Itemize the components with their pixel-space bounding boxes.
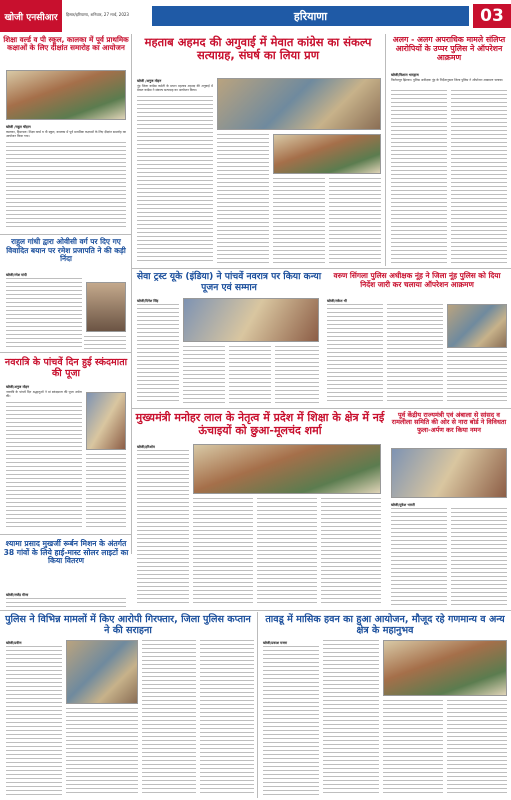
section-title: हरियाणा bbox=[152, 6, 469, 26]
article-body-text bbox=[6, 646, 62, 796]
article-body-text bbox=[137, 450, 189, 606]
photo-education-minister-event bbox=[193, 444, 381, 494]
photo-kanya-pujan bbox=[183, 298, 319, 342]
row-rule bbox=[0, 610, 511, 611]
article-body-text bbox=[6, 402, 82, 530]
article-body-text bbox=[451, 508, 507, 606]
photo-portrait bbox=[86, 282, 126, 332]
article-body-text bbox=[6, 142, 126, 230]
article-lead: फिरोजपुर झिरका। पुलिस अधीक्षक नूंह के निर्देशानुसार जिला पुलिस ने ऑपरेशन आक्रमण चलाया। bbox=[391, 78, 504, 82]
column-rule bbox=[385, 34, 386, 266]
photo-congress-meeting bbox=[273, 134, 381, 174]
article-body-text bbox=[447, 352, 507, 404]
article-body-text bbox=[383, 700, 443, 796]
photo-school-event bbox=[6, 70, 126, 120]
article-lead: कालका, हिमाचल। शिक्षा वर्ल्ड व पी स्कूल, कालका में पूर्व प्राथमिक कक्षाओं के लिए दीक्षांत समारोह का आयोजन किया गया। bbox=[6, 130, 126, 139]
article-body-text bbox=[6, 598, 126, 608]
date-line: हिसार/हरियाणा, शनिवार, 27 मार्च, 2023 bbox=[66, 12, 129, 17]
column-rule bbox=[257, 612, 258, 798]
column-rule bbox=[131, 34, 132, 554]
headline-rurban-mission-solar-lights: श्यामा प्रसाद मुखर्जी रूर्बन मिशन के अंतर्गत 38 गांवों के लिये हाई-मास्ट सोलर लाइटों का किया वितरण bbox=[3, 539, 129, 566]
byline: खोजी/रमेश मांदी bbox=[6, 273, 27, 277]
photo-havan-ceremony bbox=[383, 640, 507, 696]
article-body-text bbox=[391, 90, 447, 264]
photo-police-officers bbox=[447, 304, 507, 348]
byline: खोजी/राकेश भी bbox=[327, 299, 347, 303]
article-body-text bbox=[183, 346, 225, 404]
article-body-text bbox=[387, 304, 443, 404]
article-body-text bbox=[200, 640, 254, 796]
photo-arrested-accused bbox=[66, 640, 138, 704]
article-body-text bbox=[329, 178, 381, 264]
article-body-text bbox=[86, 454, 126, 530]
article-body-text bbox=[447, 700, 507, 796]
byline: खोजी/प्रकाश मजरा bbox=[263, 641, 287, 645]
article-body-text bbox=[257, 498, 317, 606]
headline-education-mool-chand-sharma: मुख्यमंत्री मनोहर लाल के नेतृत्व में प्रदेश में शिक्षा के क्षेत्र में नई ऊंचाइयों को छुआ-मूलचंद शर्मा bbox=[135, 411, 385, 437]
headline-seva-trust-kanya-pujan: सेवा ट्रस्ट यूके (इंडिया) ने पांचवें नवरात्र पर किया कन्या पूजन एवं सम्मान bbox=[136, 271, 322, 293]
article-body-text bbox=[142, 640, 196, 796]
headline-school-convocation: शिक्षा वर्ल्ड व पी स्कूल, कालका में पूर्व प्राथमिक कक्षाओं के लिए दीक्षांत समारोह का आयोजन bbox=[3, 35, 129, 53]
article-lead: नवरात्रि के पांचवें दिन श्रद्धालुओं ने मां स्कंदमाता की पूजा अर्चना की। bbox=[6, 390, 82, 399]
headline-rahul-gandhi-remark: राहुल गांधी द्वारा ओवीसी वर्ग पर दिए गए विवादित बयान पर रमेश प्रजापति ने की कड़ी निंदा bbox=[6, 237, 126, 264]
headline-tauru-havan: तावडू में मासिक हवन का हुआ आयोजन, मौजूद रहे गणमान्य व अन्य क्षेत्र के महानुभव bbox=[265, 614, 505, 637]
headline-navratri-skandmata: नवरात्रि के पांचवें दिन हुई स्कंदमाता की पूजा bbox=[4, 357, 128, 379]
byline: खोजी/प्रवीण bbox=[6, 641, 22, 645]
page-number: 03 bbox=[473, 4, 511, 28]
article-body-text bbox=[275, 346, 319, 404]
byline: खोजी/विशाल भारद्वाज bbox=[391, 73, 419, 77]
row-rule bbox=[131, 268, 511, 269]
article-body-text bbox=[66, 708, 138, 796]
row-rule bbox=[0, 534, 131, 535]
row-rule bbox=[0, 234, 131, 235]
article-body-text bbox=[193, 498, 253, 606]
photo-tribute-ceremony bbox=[391, 448, 507, 498]
byline: खोजी /राहुल चौहान bbox=[6, 125, 31, 129]
article-body-text bbox=[263, 646, 319, 796]
article-body-text bbox=[451, 90, 507, 264]
article-body-text bbox=[327, 304, 383, 404]
article-body-text bbox=[137, 304, 179, 404]
byline: खोजी/राजेंद्र मीणा bbox=[6, 593, 29, 597]
article-body-text bbox=[6, 278, 82, 350]
photo-goddess-idol bbox=[86, 392, 126, 450]
row-rule bbox=[131, 408, 511, 409]
paper-logo: खोजी एनसीआर bbox=[0, 0, 62, 32]
article-body-text bbox=[217, 134, 269, 264]
byline: खोजी/मुकेश भारती bbox=[391, 503, 415, 507]
headline-operation-aakraman: अलग - अलग अपराधिक मामले संलिप्त आरोपियों के उप्पर पुलिस ने ऑपरेशन आक्रमण bbox=[392, 35, 506, 62]
article-body-text bbox=[137, 96, 213, 264]
photo-congress-rally bbox=[217, 78, 381, 130]
headline-mewat-congress-satyagraha: महताब अहमद की अगुवाई में मेवात कांग्रेस का संकल्प सत्याग्रह, संघर्ष का लिया प्रण bbox=[144, 35, 372, 63]
masthead bbox=[0, 0, 511, 32]
article-body-text bbox=[391, 508, 447, 606]
byline: खोजी /अनुज मोहन bbox=[137, 79, 162, 83]
article-body-text bbox=[229, 346, 271, 404]
article-body-text bbox=[84, 336, 126, 350]
article-body-text bbox=[323, 640, 379, 796]
byline: खोजी/हरिओम bbox=[137, 445, 155, 449]
headline-varun-singla-sp: वरुण सिंगला पुलिस अधीक्षक नूंह ने जिला नूंह पुलिस को दिया निर्देश जारी कर चलाया ऑपरेशन आक्रमण bbox=[333, 271, 501, 289]
headline-police-arrests: पुलिस ने विभिन्न मामलों में किए आरोपी गिरफ्तार, जिला पुलिस कप्तान ने की सराहना bbox=[5, 614, 251, 637]
headline-former-minister-tribute: पूर्व केंद्रीय राज्यमंत्री एवं अंबाला से सांसद व रामलीला समिति की ओर से नारा बोर्ड ने विविधता फुला-अर्पण कर किया नमन bbox=[391, 411, 507, 434]
byline: खोजी/दिनेश सिंह bbox=[137, 299, 159, 303]
article-lead: नूंह जिला कांग्रेस कमेटी के प्रधान महताब अहमद की अगुवाई में मेवात कांग्रेस ने संकल्प सत्याग्रह का आयोजन किया। bbox=[137, 84, 213, 93]
row-rule bbox=[0, 352, 131, 353]
article-body-text bbox=[273, 178, 325, 264]
byline: खोजी/अनुज मोहन bbox=[6, 385, 30, 389]
article-body-text bbox=[321, 498, 381, 606]
